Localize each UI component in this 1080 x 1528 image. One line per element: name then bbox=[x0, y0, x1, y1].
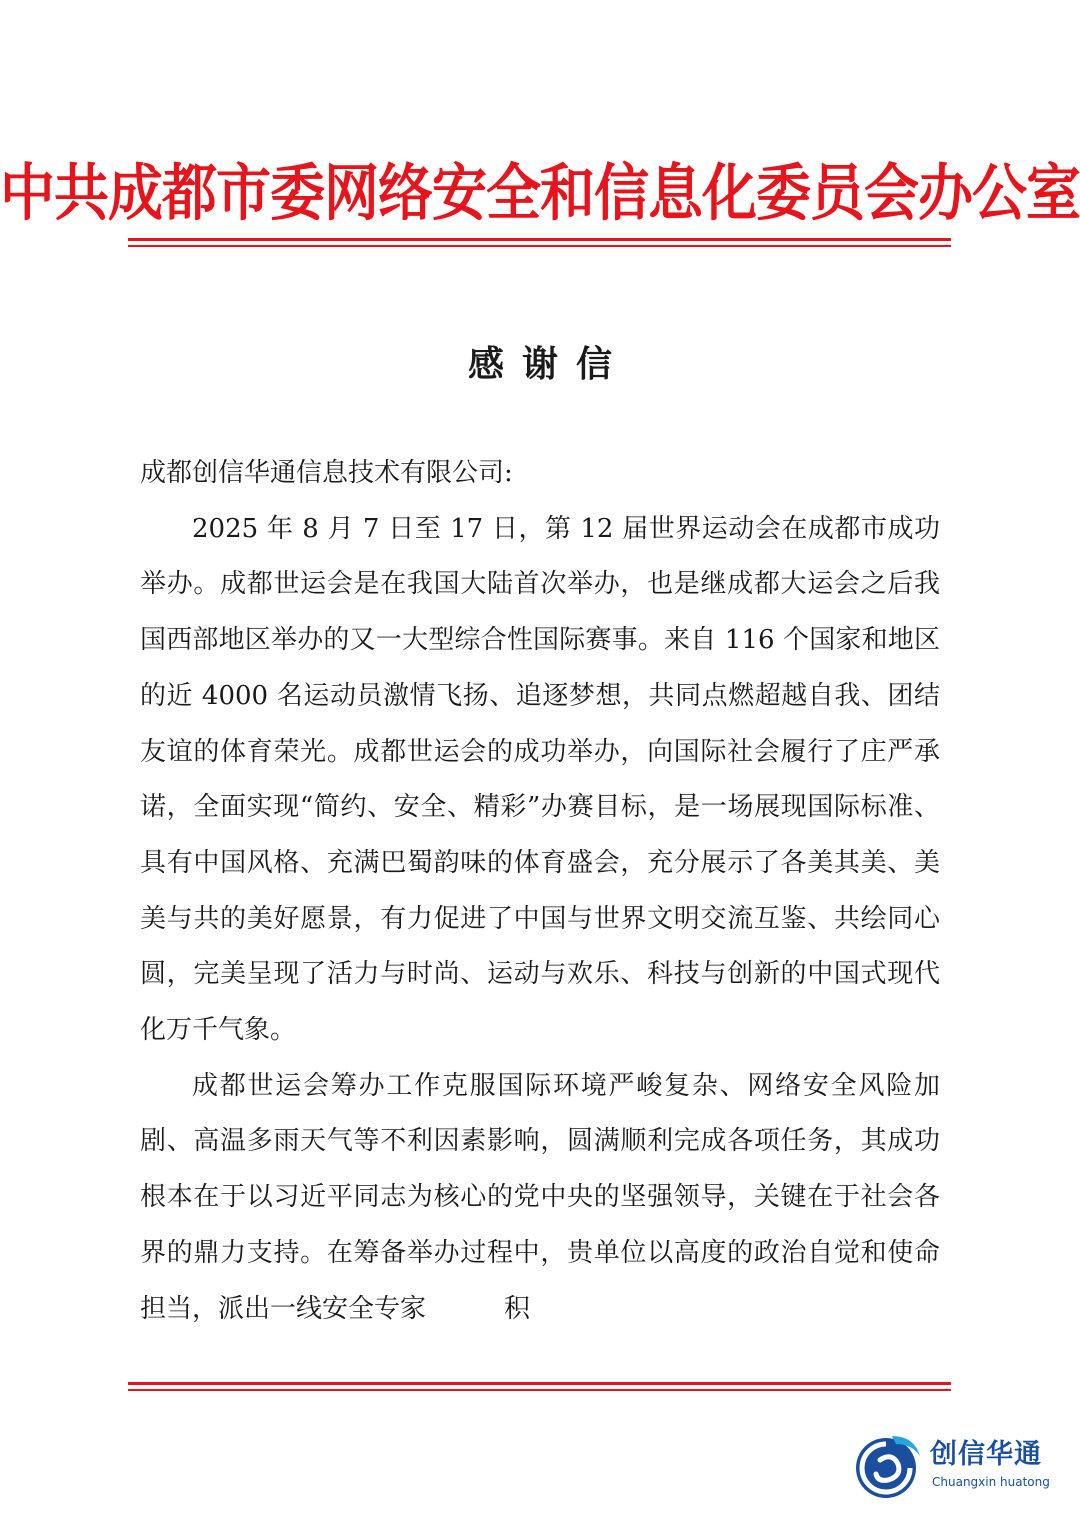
company-logo-icon bbox=[852, 1430, 924, 1502]
letterhead-rule-top bbox=[128, 238, 951, 241]
letter-body bbox=[140, 446, 940, 1337]
company-logo bbox=[852, 1430, 1062, 1502]
footer-rule-bottom bbox=[128, 1389, 951, 1391]
letterhead-title: 中共成都市委网络安全和信息化委员会办公室 bbox=[0, 156, 1080, 229]
letter-paragraph-2: 成都世运会筹办工作克服国际环境严峻复杂、网络安全风险加剧、高温多雨天气等不利因素影响，圆满顺利完成各项任务，其成功根本在于以习近平同志为核心的党中央的坚强领导，关键在于社会各界的鼎力支持。在筹备举办过程中，贵单位以高度的政治自觉和使命担当，派出一线安全专家 积 bbox=[140, 1070, 940, 1324]
company-logo-pinyin: Chuangxin huatong bbox=[932, 1475, 1050, 1489]
letterhead-rule-bottom bbox=[128, 245, 951, 247]
footer-rule-top bbox=[128, 1382, 951, 1385]
letter-title: 感谢信 bbox=[467, 343, 630, 385]
letter-salutation: 成都创信华通信息技术有限公司: bbox=[140, 458, 513, 488]
letter-paragraph-1: 2025 年 8 月 7 日至 17 日，第 12 届世界运动会在成都市成功举办。成都世运会是在我国大陆首次举办，也是继成都大运会之后我国西部地区举办的又一大型综合性国际赛事。来自 116 个国家和地区的近 4000 名运动员激情飞扬、追逐梦想，共同点燃超越自我、团结友谊的体育荣光。成都世运会的成功举办，向国际社会履行了庄严承诺，全面实现“简约、安全、精彩”办赛目标，是一场展现国际标准、具有中国风格、充满巴蜀韵味的体育盛会，充分展示了各美其美、美美与共的美好愿景，有力促进了中国与世界文明交流互鉴、共绘同心圆，完美呈现了活力与时尚、运动与欢乐、科技与创新的中国式现代化万千气象。 bbox=[140, 513, 940, 1046]
company-logo-name: 创信华通 bbox=[930, 1439, 1042, 1470]
